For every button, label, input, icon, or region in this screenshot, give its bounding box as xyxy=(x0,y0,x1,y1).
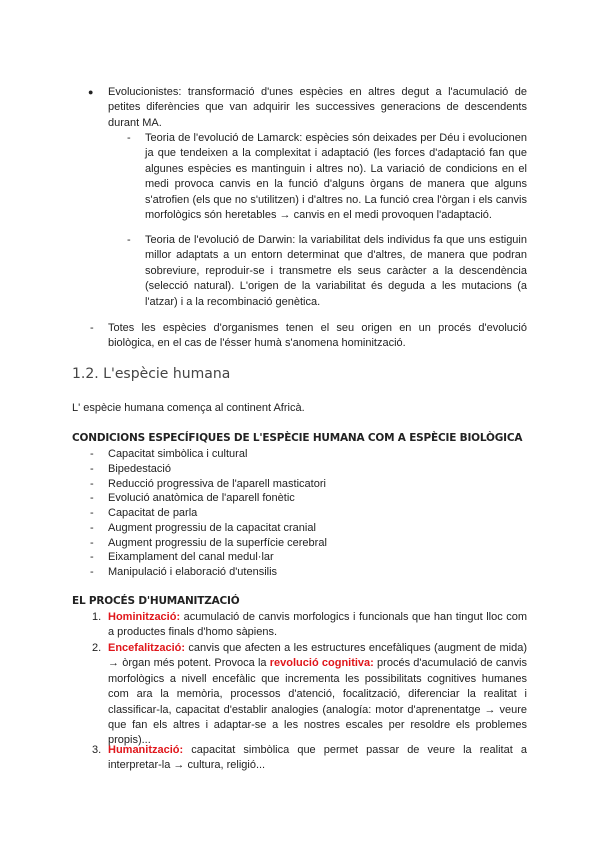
condicio-item xyxy=(90,565,327,580)
condicio-item xyxy=(90,462,327,477)
item-text: canvis que afecten a les estructures encefàliques (augment de mida) → òrgan més potent. Provoca la xyxy=(108,642,527,670)
dash-marker: - xyxy=(127,132,131,144)
condicio-item xyxy=(90,506,327,521)
lamarck-text: Teoria de l'evolució de Lamarck: espècies són deixades per Déu i evolucionen ja que tendeixen a la complexitat i adaptació (les forces d'adaptació fan que algunes espècies es mantinguin i altres no). La variació de condicions en el medi provoca canvis en la funció d'alguns òrgans de manera que alguns s'atrofien (els que no s'utilitzen) i d'altres no. La funció crea l'òrgan i els canvis morfològics són heretables → canvis en el medi provoquen l'adaptació. xyxy=(145,132,527,222)
darwin-text: Teoria de l'evolució de Darwin: la variabilitat dels individus fa que uns estiguin millor adaptats a un entorn determinat que d'altres, de manera que podran sobreviure, reproduir-se i transmetre els seus caràcter a la descendència (selecció natural). L'origen de la variabilitat és deguda a les mutacions (a l'atzar) i a la recombinació genètica. xyxy=(145,234,527,308)
evolucionistes-text: Evolucionistes: transformació d'unes espècies en altres degut a l'acumulació de petites diferències que van adquirir les successives generacions de descendents durant MA. xyxy=(108,86,527,129)
dash-marker: - xyxy=(90,551,94,564)
condicio-item xyxy=(90,521,327,536)
condicio-text: Augment progressiu de la capacitat cranial xyxy=(108,521,316,534)
term: Encefalització: xyxy=(108,642,186,654)
term: Hominització: xyxy=(108,611,181,623)
totes-text: Totes les espècies d'organismes tenen el seu origen en un procés d'evolució biològica, en el cas de l'ésser humà s'anomena hominització. xyxy=(108,322,527,350)
term-revolucio: revolució cognitiva: xyxy=(269,657,374,670)
bullet-marker: ● xyxy=(88,87,94,97)
item-text: acumulació de canvis morfologics i funcionals que han tingut lloc com a productes finals d'homo sàpiens. xyxy=(108,611,527,639)
condicio-text: Capacitat simbòlica i cultural xyxy=(108,448,248,460)
dash-marker: - xyxy=(90,566,94,578)
term: Humanització: xyxy=(108,744,184,756)
item-number: 2. xyxy=(92,642,102,654)
condicio-item xyxy=(90,536,327,551)
condicio-text: Evolució anatòmica de l'aparell fonètic xyxy=(108,492,295,505)
condicio-item xyxy=(90,491,327,506)
condicio-text: Bipedestació xyxy=(108,462,171,475)
condicio-text: Capacitat de parla xyxy=(108,507,198,519)
condicio-text: Augment progressiu de la superfície cerebral xyxy=(108,536,327,549)
section-heading: 1.2. L'espècie humana xyxy=(72,366,231,382)
dash-marker: - xyxy=(127,234,131,246)
condicio-item xyxy=(90,447,327,462)
dash-marker: - xyxy=(90,492,94,505)
item-text: capacitat simbòlica que permet passar de veure la realitat a interpretar-la → cultura, religió... xyxy=(108,744,527,772)
dash-marker: - xyxy=(90,477,94,490)
condicio-text: Manipulació i elaboració d'utensilis xyxy=(108,566,278,578)
condicio-text: Reducció progressiva de l'aparell masticatori xyxy=(108,477,326,490)
condicions-title: CONDICIONS ESPECÍFIQUES DE L'ESPÈCIE HUMANA COM A ESPÈCIE BIOLÒGICA xyxy=(72,432,523,444)
dash-marker: - xyxy=(90,322,94,334)
item-number: 1. xyxy=(92,611,102,623)
dash-marker: - xyxy=(90,521,94,534)
condicions-list xyxy=(90,447,327,580)
condicio-item xyxy=(90,550,327,565)
intro-text: L' espècie humana comença al continent Africà. xyxy=(72,402,305,414)
dash-marker: - xyxy=(90,536,94,549)
dash-marker: - xyxy=(90,462,94,475)
dash-marker: - xyxy=(90,507,94,519)
item-number: 3. xyxy=(92,744,102,756)
condicio-text: Eixamplament del canal medul·lar xyxy=(108,551,274,564)
dash-marker: - xyxy=(90,448,94,460)
proces-title: EL PROCÉS D'HUMANITZACIÓ xyxy=(72,595,240,607)
condicio-item xyxy=(90,477,327,492)
item-text-2: procés d'acumulació de canvis morfològics a nivell encefàlic que incrementa les possibilitats cognitives humanes com ara la memòria, processos d'atenció, focalització, diferenciar la realitat i classificar-la, capacitat d'establir analogies (analogía: motor d'aprenentatge → veure que fan els altres i adaptar-se a les nostres escales per resoldre els problemes propis)... xyxy=(108,657,527,747)
